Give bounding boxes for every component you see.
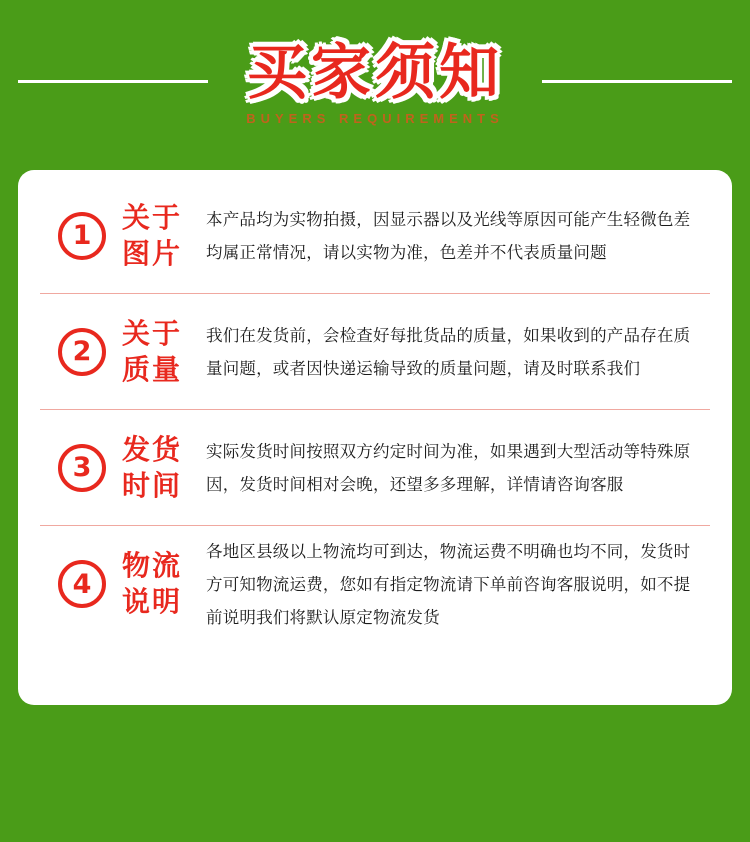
page-subtitle: BUYERS REQUIREMENTS <box>246 111 504 126</box>
notice-label-line1: 关于 <box>122 316 183 350</box>
page-header <box>0 0 750 168</box>
notice-number-badge: 1 <box>58 212 106 260</box>
notice-label-line2: 时间 <box>122 468 183 502</box>
notice-label-line2: 图片 <box>122 236 183 270</box>
notice-row <box>40 526 710 642</box>
page-title: 买家须知 <box>247 38 503 108</box>
notice-row <box>40 294 710 410</box>
notice-label-line1: 关于 <box>122 200 183 234</box>
notice-text: 本产品均为实物拍摄，因显示器以及光线等原因可能产生轻微色差均属正常情况，请以实物为准，色差并不代表质量问题 <box>206 209 691 262</box>
header-rule-right <box>542 80 732 83</box>
notice-label <box>122 432 206 504</box>
notice-text: 实际发货时间按照双方约定时间为准，如果遇到大型活动等特殊原因，发货时间相对会晚，还望多多理解，详情请咨询客服 <box>206 441 691 494</box>
notice-label-line2: 说明 <box>122 585 183 618</box>
notice-number-badge: 2 <box>58 328 106 376</box>
notice-label <box>122 316 206 388</box>
footer-spacer <box>0 705 750 842</box>
notice-card <box>18 170 732 705</box>
notice-number-badge: 4 <box>58 560 106 608</box>
header-rule-left <box>18 80 208 83</box>
notice-row <box>40 410 710 526</box>
notice-label <box>122 200 206 272</box>
notice-number-badge: 3 <box>58 444 106 492</box>
notice-text: 各地区县级以上物流均可到达，物流运费不明确也均不同，发货时方可知物流运费，您如有指定物流请下单前咨询客服说明，如不提前说明我们将默认原定物流发货 <box>206 541 691 627</box>
notice-label-line1: 发货 <box>122 432 183 466</box>
notice-row <box>40 178 710 294</box>
notice-label <box>122 548 206 620</box>
notice-label-line1: 物流 <box>122 549 183 583</box>
notice-text: 我们在发货前，会检查好每批货品的质量，如果收到的产品存在质量问题，或者因快递运输导致的质量问题，请及时联系我们 <box>206 325 691 378</box>
title-block <box>241 38 509 126</box>
notice-label-line2: 质量 <box>122 352 183 386</box>
